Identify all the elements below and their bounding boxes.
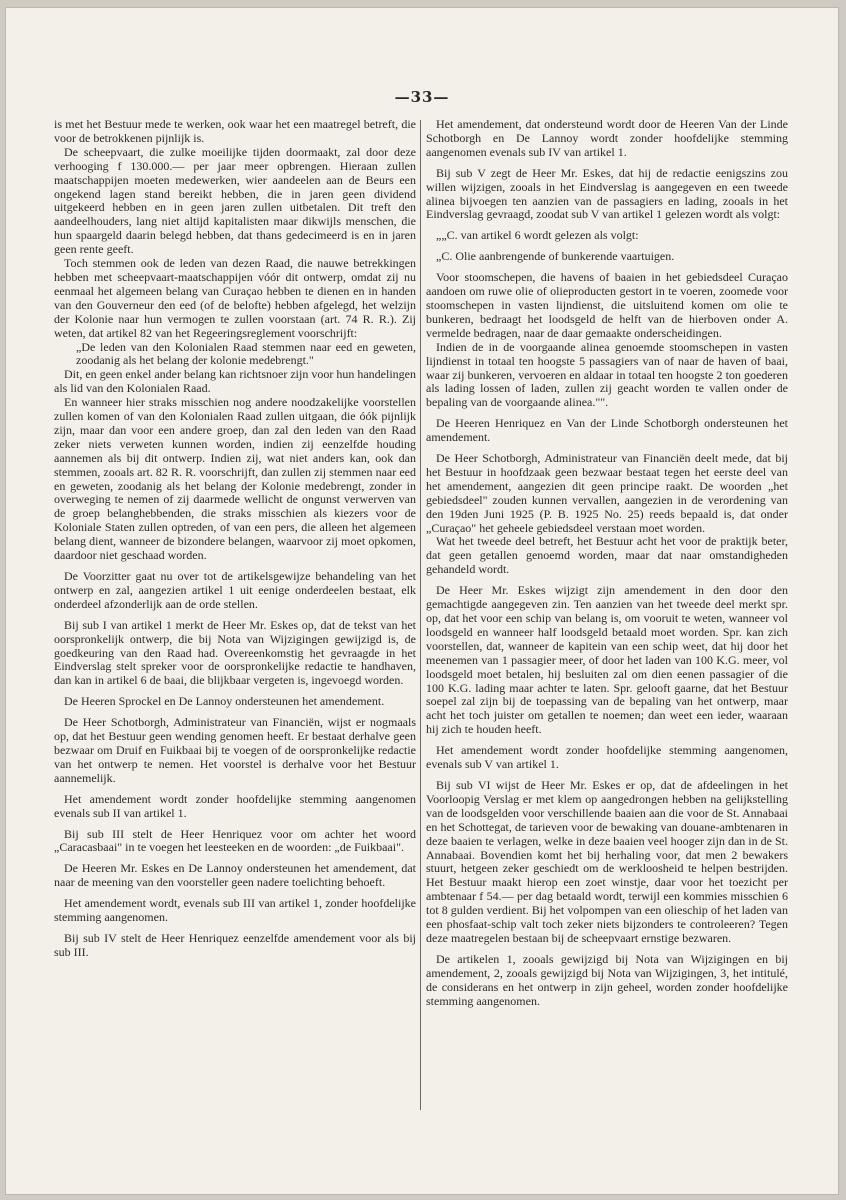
right-column <box>426 118 788 1008</box>
paragraph: Dit, en geen enkel ander belang kan richtsnoer zijn voor hun handelingen als lid van den Kolonialen Raad. <box>54 367 416 396</box>
paragraph: De artikelen 1, zooals gewijzigd bij Nota van Wijzigingen en bij amendement, 2, zooals gewijzigd bij Nota van Wijzigingen, 3, het intitulé, de considerans en het ontwerp in zijn geheel, worden zonder hoofdelijke stemming aangenomen. <box>426 951 788 1008</box>
paragraph: Het amendement wordt zonder hoofdelijke stemming aangenomen evenals sub II van artikel 1. <box>54 791 416 820</box>
paragraph: De Heer Schotborgh, Administrateur van Financiën deelt mede, dat bij het Bestuur in hoofdzaak geen bezwaar bestaat tegen het eerste deel van het amendement, aangezien dit geen principe raakt. De woorden „het gebiedsdeel" zouden kunnen vervallen, aangezien in de verordening van den 19den Juni 1925 (P. B. 1925 No. 25) reeds bepaald is, dat onder „Curaçao" het geheele gebiedsdeel verstaan moet worden. <box>426 451 788 535</box>
paragraph: Het amendement wordt, evenals sub III van artikel 1, zonder hoofdelijke stemming aangenomen. <box>54 896 416 925</box>
left-column <box>54 118 416 960</box>
quote-paragraph: „De leden van den Kolonialen Raad stemmen naar eed en geweten, zoodanig als het belang der kolonie medebrengt." <box>76 339 416 368</box>
paragraph: De scheepvaart, die zulke moeilijke tijden doormaakt, zal door deze verhooging f 130.000.— per jaar meer opbrengen. Hieraan zullen maatschappijen moeten medewerken, wier aandeelen aan de Beurs een ongekend lagen stand bereikt hebben, die in jaren geen dividend uitgekeerd hebben en in geen jaren zullen uitbetalen. Dit treft den aandeelhouders, lang niet altijd kapitalisten maar dikwijls menschen, die hun spaargeld daarin belegd hebben, dat thans gedecimeerd is en in jaren geen rente geeft. <box>54 144 416 257</box>
paragraph: Bij sub III stelt de Heer Henriquez voor om achter het woord „Caracasbaai" in te voegen het leesteeken en de woorden: „de Fuikbaai". <box>54 826 416 855</box>
paragraph: Indien de in de voorgaande alinea genoemde stoomschepen in vasten lijndienst in totaal ten hoogste 5 passagiers van of naar de haven of baai, waar zij bunkeren, vervoeren en aldaar in totaal ten hoogste 2 ton goederen als lading lossen of laden, zullen zij geacht worden te vallen onder de bepaling van de voorgaande alinea."". <box>426 339 788 410</box>
paragraph: De Heeren Mr. Eskes en De Lannoy ondersteunen het amendement, dat naar de meening van den voorsteller geen nadere toelichting behoeft. <box>54 861 416 890</box>
paragraph: Bij sub IV stelt de Heer Henriquez eenzelfde amendement voor als bij sub III. <box>54 930 416 959</box>
paragraph: Het amendement, dat ondersteund wordt door de Heeren Van der Linde Schotborgh en De Lannoy wordt zonder hoofdelijke stemming aangenomen evenals sub IV van artikel 1. <box>426 117 788 159</box>
paragraph: Bij sub V zegt de Heer Mr. Eskes, dat hij de redactie eenigszins zou willen wijzigen, zooals in het Eindverslag is aangegeven en een tweede alinea bijvoegen ten aanzien van de passagiers en lading, zooals in het Eindverslag gevraagd, zoodat sub V van artikel 1 gelezen wordt als volgt: <box>426 165 788 222</box>
paragraph: En wanneer hier straks misschien nog andere noodzakelijke voorstellen zullen komen of van den Kolonialen Raad zullen uitgaan, die óók pijnlijk zijn, maar dan voor een andere groep, dan zal den leden van den Raad zeker niets verweten kunnen worden, indien zij eenzelfde houding aannemen als bij dit ontwerp. Indien zij, wat niet anders kan, ook dan stemmen, zooals art. 82 R. R. voorschrijft, dan zullen zij stemmen naar eed en geweten, zoodanig als het belang der Kolonie medebrengt, zonder in overweging te nemen of zij daarmede wellicht de ongunst verwerven van de groep belanghebbenden, die straks misschien als kiezers voor de Koloniale Staten zullen optreden, of van een pers, die alleen het algemeen belang dient, wanneer de bizondere belangen, waarvoor zij moet opkomen, daardoor niet geschaad worden. <box>54 395 416 563</box>
paragraph: Het amendement wordt zonder hoofdelijke stemming aangenomen, evenals sub V van artikel 1. <box>426 743 788 772</box>
column-divider <box>420 120 421 1110</box>
paragraph: Toch stemmen ook de leden van dezen Raad, die nauwe betrekkingen hebben met scheepvaart-maatschappijen vóór dit ontwerp, omdat zij nu eenmaal het algemeen belang van Curaçao hebben te dienen en in handen van den Gouverneur den eed (of de belofte) hebben afgelegd, het welzijn der Kolonie naar hun vermogen te zullen voorstaan (art. 74 R. R.). Zij weten, dat artikel 82 van het Regeeringsreglement voorschrijft: <box>54 256 416 340</box>
document-page <box>6 8 838 1194</box>
paragraph: Voor stoomschepen, die havens of baaien in het gebiedsdeel Curaçao aandoen om ruwe olie of olieproducten gestort in te voeren, zoomede voor stoomschepen in vasten lijndienst, die uitsluitend komen om olie te bunkeren, bedraagt het loodsgeld de helft van de hierboven onder A. vermelde bedragen, naar de daar gemaakte onderscheidingen. <box>426 270 788 340</box>
page-number: —33— <box>394 88 450 106</box>
paragraph: De Heer Mr. Eskes wijzigt zijn amendement in den door den gemachtigde aangegeven zin. Ten aanzien van het tweede deel merkt spr. op, dat het voor een schip van belang is, om vooruit te weten, wanneer vol loodsgeld en wanneer half loodsgeld betaald moet worden. Spr. kan zich voorstellen, dat, wanneer de kapitein van een schip weet, dat hij door het meenemen van 1 passagier meer, of door het laden van 100 K.G. meer, vol loodsgeld moet betalen, hij besluiten zal om dien eenen passagier of die 100 K.G. lading maar achter te laten. Spr. gelooft gaarne, dat het Bestuur soepel zal zijn bij de toepassing van de bepaling van het ontwerp, maar acht het toch juister om getallen te noemen; dan weet een ieder, waaraan hij zich te houden heeft. <box>426 583 788 737</box>
paragraph: De Heer Schotborgh, Administrateur van Financiën, wijst er nogmaals op, dat het Bestuur geen wending genomen heeft. Er bestaat derhalve geen bezwaar om Druif en Fuikbaai bij te voegen of de oorspronkelijke redactie van het ontwerp te nemen. Het voorstel is derhalve voor het Bestuur aannemelijk. <box>54 715 416 785</box>
paragraph: „„C. van artikel 6 wordt gelezen als volgt: <box>436 228 639 243</box>
paragraph: De Voorzitter gaat nu over tot de artikelsgewijze behandeling van het ontwerp en zal, aangezien artikel 1 uit eenige onderdeelen bestaat, elk onderdeel afzonderlijk aan de orde stellen. <box>54 569 416 611</box>
paragraph: is met het Bestuur mede te werken, ook waar het een maatregel betreft, die voor de betrokkenen pijnlijk is. <box>54 117 416 145</box>
paragraph: Bij sub VI wijst de Heer Mr. Eskes er op, dat de afdeelingen in het Voorloopig Verslag er met klem op aangedrongen hebben na gelijkstelling van de loodsgelden voor verschillende baaien aan die voor de St. Annabaai en het Schottegat, de tarieven voor de bewaking van douane-ambtenaren in deze baaien te verlagen, welke in deze baaien veel hooger zijn dan in de St. Annabaai. Bovendien komt het bij herhaling voor, dat men 2 bewakers stuurt, hetgeen zeker geschiedt om de werkloosheid te helpen bestrijden. Het Bestuur maakt hierop een zoet winstje, daar voor het toezicht per ambtenaar f 54.— per dag betaald wordt, terwijl een kommies misschien 6 tot 8 gulden verdient. Bij het volpompen van een olieschip of het laden van een phosfaat-schip valt toch zeker niets bijzonders te controleeren? Tegen deze maatregelen bestaan bij de scheepvaart ernstige bezwaren. <box>426 777 788 945</box>
paragraph: Bij sub I van artikel 1 merkt de Heer Mr. Eskes op, dat de tekst van het oorspronkelijk ontwerp, die bij Nota van Wijzigingen gewijzigd is, de goedkeuring van den Raad had. Overeenkomstig het gevraagde in het Eindverslag stelt spreker voor de oorspronkelijke redactie te handhaven, dan kan in artikel 6 de baai, die blijkbaar vergeten is, ingevoegd worden. <box>54 617 416 688</box>
paragraph: Wat het tweede deel betreft, het Bestuur acht het voor de praktijk beter, dat geen getallen genoemd worden, maar dat naar omstandigheden gehandeld wordt. <box>426 534 788 577</box>
paragraph: De Heeren Sprockel en De Lannoy ondersteunen het amendement. <box>64 694 385 709</box>
paragraph: „C. Olie aanbrengende of bunkerende vaartuigen. <box>436 249 675 264</box>
paragraph: De Heeren Henriquez en Van der Linde Schotborgh ondersteunen het amendement. <box>426 416 788 445</box>
